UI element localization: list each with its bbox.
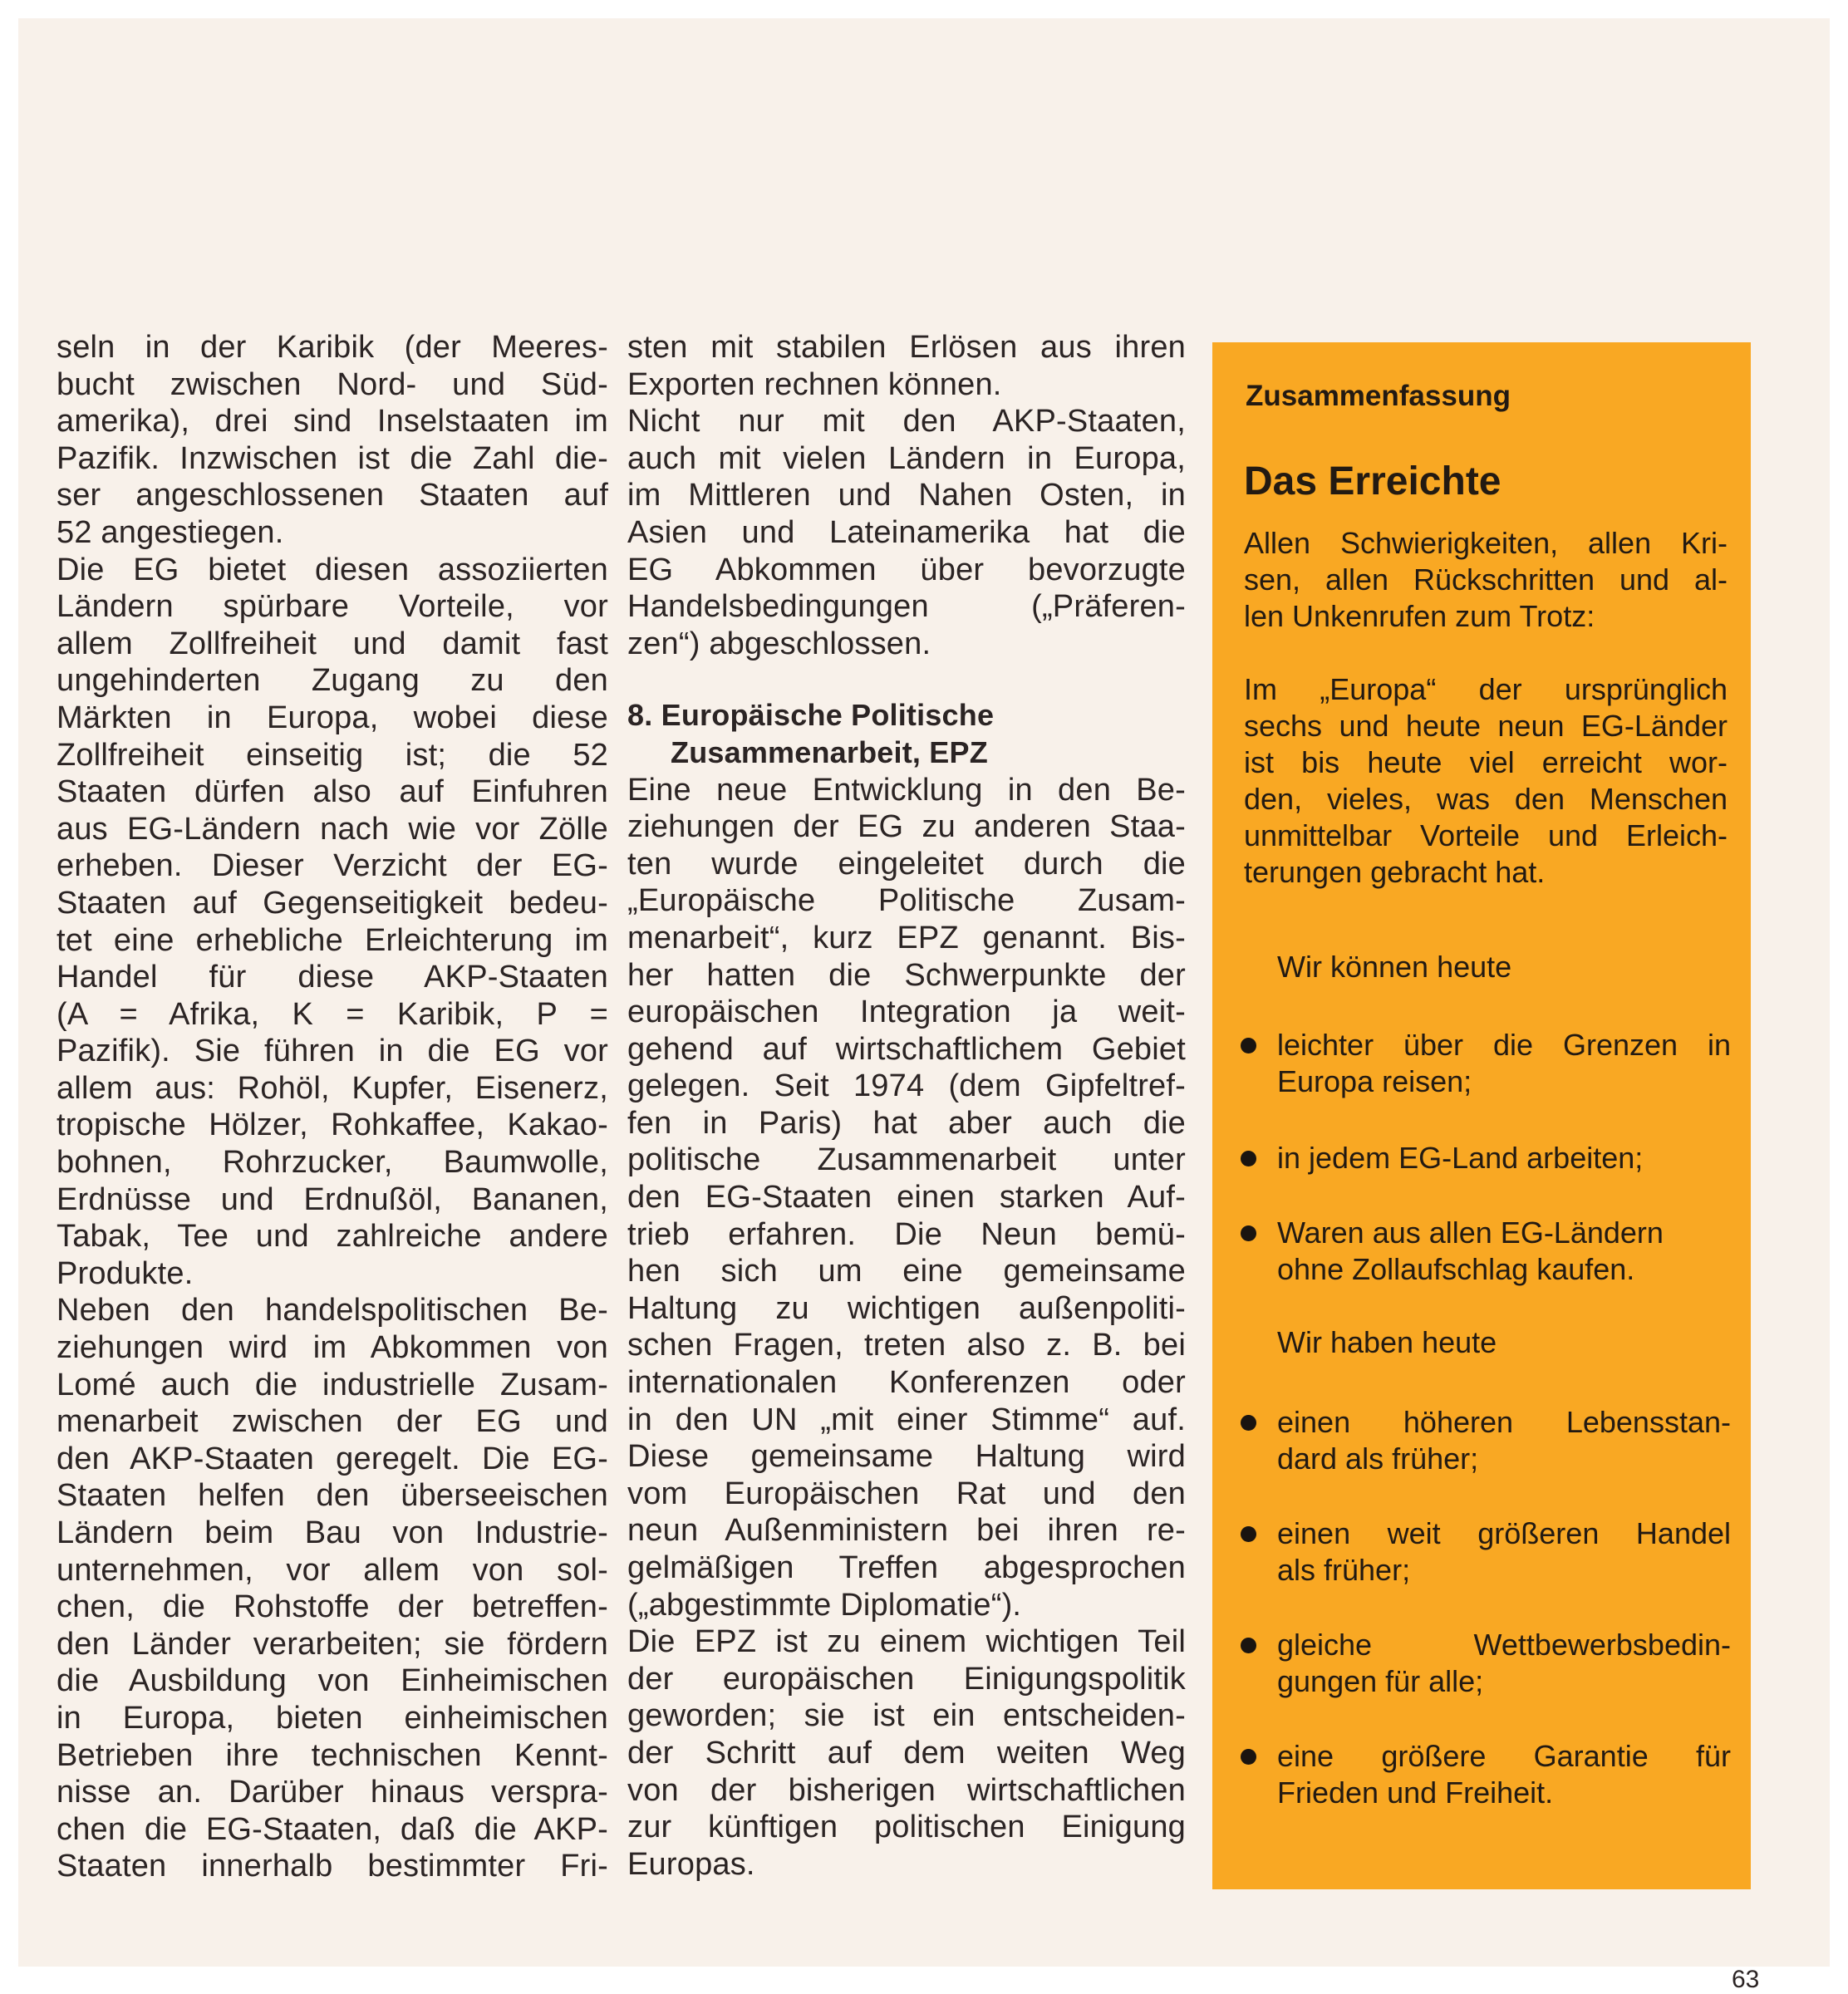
bullet-dot-icon [1241, 1225, 1256, 1241]
summary-bullet [1241, 1404, 1731, 1477]
text-line: aus EG-Ländern nach wie vor Zölle [57, 811, 608, 847]
bullet-dot-icon [1241, 1638, 1256, 1653]
text-line: tet eine erhebliche Erleichterung im [57, 922, 608, 958]
summary-paragraph-line: ist bis heute viel erreicht wor- [1244, 745, 1728, 779]
section-spacer [627, 662, 1186, 697]
bullet-line: gungen für alle; [1277, 1664, 1484, 1698]
text-line: den AKP-Staaten geregelt. Die EG- [57, 1441, 608, 1476]
bullet-line: leichter über die Grenzen in [1277, 1028, 1731, 1062]
text-line: in den UN „mit einer Stimme“ auf. [627, 1402, 1186, 1437]
text-line: 52 angestiegen. [57, 514, 284, 550]
text-line: Die EPZ ist zu einem wichtigen Teil [627, 1624, 1186, 1660]
text-line: Tabak, Tee und zahlreiche andere [57, 1219, 608, 1255]
bullet-dot-icon [1241, 1415, 1256, 1431]
text-line: Pazifik). Sie führen in die EG vor [57, 1034, 608, 1069]
text-column-middle [627, 329, 1186, 1883]
summary-intro-line: len Unkenrufen zum Trotz: [1244, 599, 1595, 633]
text-line: trieb erfahren. Die Neun bemü- [627, 1216, 1186, 1252]
text-line: Die EG bietet diesen assoziierten [57, 552, 608, 587]
bullet-line: eine größere Garantie für [1277, 1739, 1731, 1773]
text-line: die Ausbildung von Einheimischen [57, 1663, 608, 1699]
text-line: menarbeit zwischen der EG und [57, 1404, 608, 1440]
bullet-line: in jedem EG-Land arbeiten; [1277, 1141, 1644, 1175]
text-line: Nicht nur mit den AKP-Staaten, [627, 404, 1186, 440]
text-line: fen in Paris) hat aber auch die [627, 1105, 1186, 1141]
text-line: Märkten in Europa, wobei diese [57, 700, 608, 735]
text-line: internationalen Konferenzen oder [627, 1365, 1186, 1401]
text-line: gehend auf wirtschaftlichem Gebiet [627, 1031, 1186, 1067]
text-line: neun Außenministern bei ihren re- [627, 1513, 1186, 1549]
text-line: („abgestimmte Diplomatie“). [627, 1587, 1022, 1623]
text-line: erheben. Dieser Verzicht der EG- [57, 848, 608, 884]
summary-bullet [1241, 1738, 1731, 1811]
section-title-line-2: Zusammenarbeit, EPZ [671, 734, 988, 769]
text-line: (A = Afrika, K = Karibik, P = [57, 996, 608, 1032]
text-line: unternehmen, vor allem von sol- [57, 1552, 608, 1588]
bullet-line: einen höheren Lebensstan- [1277, 1405, 1731, 1439]
bullet-line: ohne Zollaufschlag kaufen. [1277, 1252, 1635, 1286]
summary-paragraph-line: den, vieles, was den Menschen [1244, 782, 1728, 816]
summary-paragraph-line: sechs und heute neun EG-Länder [1244, 709, 1728, 743]
book-page [18, 18, 1830, 1993]
text-line: europäischen Integration ja weit- [627, 995, 1186, 1030]
text-line: Handel für diese AKP-Staaten [57, 960, 608, 995]
text-line: Ländern beim Bau von Industrie- [57, 1515, 608, 1550]
bullet-dot-icon [1241, 1038, 1256, 1053]
text-line: amerika), drei sind Inselstaaten im [57, 404, 608, 440]
text-line: tropische Hölzer, Rohkaffee, Kakao- [57, 1108, 608, 1143]
text-line: Ländern spürbare Vorteile, vor [57, 589, 608, 625]
text-line: allem aus: Rohöl, Kupfer, Eisenerz, [57, 1070, 608, 1106]
text-line: bohnen, Rohrzucker, Baumwolle, [57, 1145, 608, 1181]
summary-lead-can: Wir können heute [1277, 950, 1512, 984]
text-line: vom Europäischen Rat und den [627, 1476, 1186, 1511]
bullet-line: gleiche Wettbewerbsbedin- [1277, 1628, 1731, 1662]
bullet-line: Waren aus allen EG-Ländern [1277, 1216, 1664, 1250]
text-line: Diese gemeinsame Haltung wird [627, 1439, 1186, 1475]
text-column-left [57, 329, 608, 1885]
summary-paragraph [1244, 671, 1728, 891]
bullet-dot-icon [1241, 1151, 1256, 1166]
text-line: nisse an. Darüber hinaus verspra- [57, 1775, 608, 1810]
summary-paragraph-line: terungen gebracht hat. [1244, 855, 1546, 889]
text-line: Staaten dürfen also auf Einfuhren [57, 774, 608, 810]
text-line: der Schritt auf dem weiten Weg [627, 1735, 1186, 1771]
text-line: bucht zwischen Nord- und Süd- [57, 366, 608, 402]
text-line: Europas. [627, 1846, 755, 1882]
bullet-line: Frieden und Freiheit. [1277, 1775, 1554, 1810]
text-line: allem Zollfreiheit und damit fast [57, 626, 608, 661]
section-heading-line [627, 697, 1186, 734]
bullet-line: einen weit größeren Handel [1277, 1516, 1731, 1550]
text-line: Asien und Lateinamerika hat die [627, 514, 1186, 550]
text-line: Zollfreiheit einseitig ist; die 52 [57, 737, 608, 773]
text-line: Staaten helfen den überseeischen [57, 1478, 608, 1514]
summary-lead-have: Wir haben heute [1277, 1325, 1497, 1359]
text-line: von der bisherigen wirtschaftlichen [627, 1772, 1186, 1808]
summary-bullet [1241, 1627, 1731, 1700]
bullet-dot-icon [1241, 1526, 1256, 1542]
summary-bullet [1241, 1515, 1731, 1589]
summary-kicker: Zusammenfassung [1246, 380, 1511, 412]
text-line: gelegen. Seit 1974 (dem Gipfeltref- [627, 1068, 1186, 1104]
text-line: ser angeschlossenen Staaten auf [57, 478, 608, 513]
text-line: „Europäische Politische Zusam- [627, 883, 1186, 919]
text-line: EG Abkommen über bevorzugte [627, 552, 1186, 587]
text-line: Haltung zu wichtigen außenpoliti- [627, 1290, 1186, 1326]
summary-title: Das Erreichte [1244, 459, 1502, 503]
page-number: 63 [1732, 1966, 1760, 1993]
text-line: Erdnüsse und Erdnußöl, Bananen, [57, 1181, 608, 1217]
section-number: 8. [627, 698, 653, 733]
text-line: Handelsbedingungen („Präferen- [627, 589, 1186, 625]
text-line: Exporten rechnen können. [627, 366, 1002, 402]
text-line: gelmäßigen Treffen abgesprochen [627, 1550, 1186, 1585]
text-line: ungehinderten Zugang zu den [57, 663, 608, 699]
text-line: Eine neue Entwicklung in den Be- [627, 772, 1186, 808]
summary-intro-line: sen, allen Rückschritten und al- [1244, 562, 1728, 597]
text-line: Staaten auf Gegenseitigkeit bedeu- [57, 885, 608, 921]
summary-paragraph-line: unmittelbar Vorteile und Erleich- [1244, 818, 1728, 852]
text-line: auch mit vielen Ländern in Europa, [627, 440, 1186, 476]
text-line: schen Fragen, treten also z. B. bei [627, 1328, 1186, 1363]
section-heading [627, 697, 1186, 771]
summary-bullet [1241, 1215, 1731, 1288]
text-line: Staaten innerhalb bestimmter Fri- [57, 1849, 608, 1884]
text-line: hen sich um eine gemeinsame [627, 1254, 1186, 1289]
text-line: sten mit stabilen Erlösen aus ihren [627, 330, 1186, 365]
text-line: Neben den handelspolitischen Be- [57, 1293, 608, 1329]
bullet-dot-icon [1241, 1749, 1256, 1765]
text-line: zur künftigen politischen Einigung [627, 1810, 1186, 1845]
summary-bullet [1241, 1140, 1731, 1176]
text-line: ziehungen wird im Abkommen von [57, 1330, 608, 1366]
text-line: chen die EG-Staaten, daß die AKP- [57, 1811, 608, 1847]
text-line: Produkte. [57, 1255, 194, 1291]
text-line: ziehungen der EG zu anderen Staa- [627, 809, 1186, 845]
section-title-line-1: Europäische Politische [661, 698, 995, 733]
text-line: den EG-Staaten einen starken Auf- [627, 1180, 1186, 1216]
text-line: ten wurde eingeleitet durch die [627, 846, 1186, 882]
summary-intro [1244, 525, 1728, 635]
summary-box [1212, 342, 1751, 1889]
text-line: politische Zusammenarbeit unter [627, 1142, 1186, 1178]
bullet-line: dard als früher; [1277, 1441, 1479, 1476]
text-line: zen“) abgeschlossen. [627, 626, 931, 661]
text-line: den Länder verarbeiten; sie fördern [57, 1626, 608, 1662]
summary-intro-line: Allen Schwierigkeiten, allen Kri- [1244, 526, 1728, 560]
text-line: Lomé auch die industrielle Zusam- [57, 1367, 608, 1402]
text-line: in Europa, bieten einheimischen [57, 1700, 608, 1736]
summary-bullet [1241, 1027, 1731, 1100]
text-line: im Mittleren und Nahen Osten, in [627, 478, 1186, 513]
bullet-line: Europa reisen; [1277, 1064, 1472, 1098]
text-line: menarbeit“, kurz EPZ genannt. Bis- [627, 920, 1186, 955]
text-line: seln in der Karibik (der Meeres- [57, 330, 608, 365]
text-line: chen, die Rohstoffe der betreffen- [57, 1589, 608, 1625]
text-line: der europäischen Einigungspolitik [627, 1661, 1186, 1697]
summary-paragraph-line: Im „Europa“ der ursprünglich [1244, 672, 1728, 706]
bullet-line: als früher; [1277, 1553, 1411, 1587]
text-line: geworden; sie ist ein entscheiden- [627, 1698, 1186, 1734]
text-line: her hatten die Schwerpunkte der [627, 957, 1186, 993]
text-line: Pazifik. Inzwischen ist die Zahl die- [57, 440, 608, 476]
text-line: Betrieben ihre technischen Kennt- [57, 1737, 608, 1773]
